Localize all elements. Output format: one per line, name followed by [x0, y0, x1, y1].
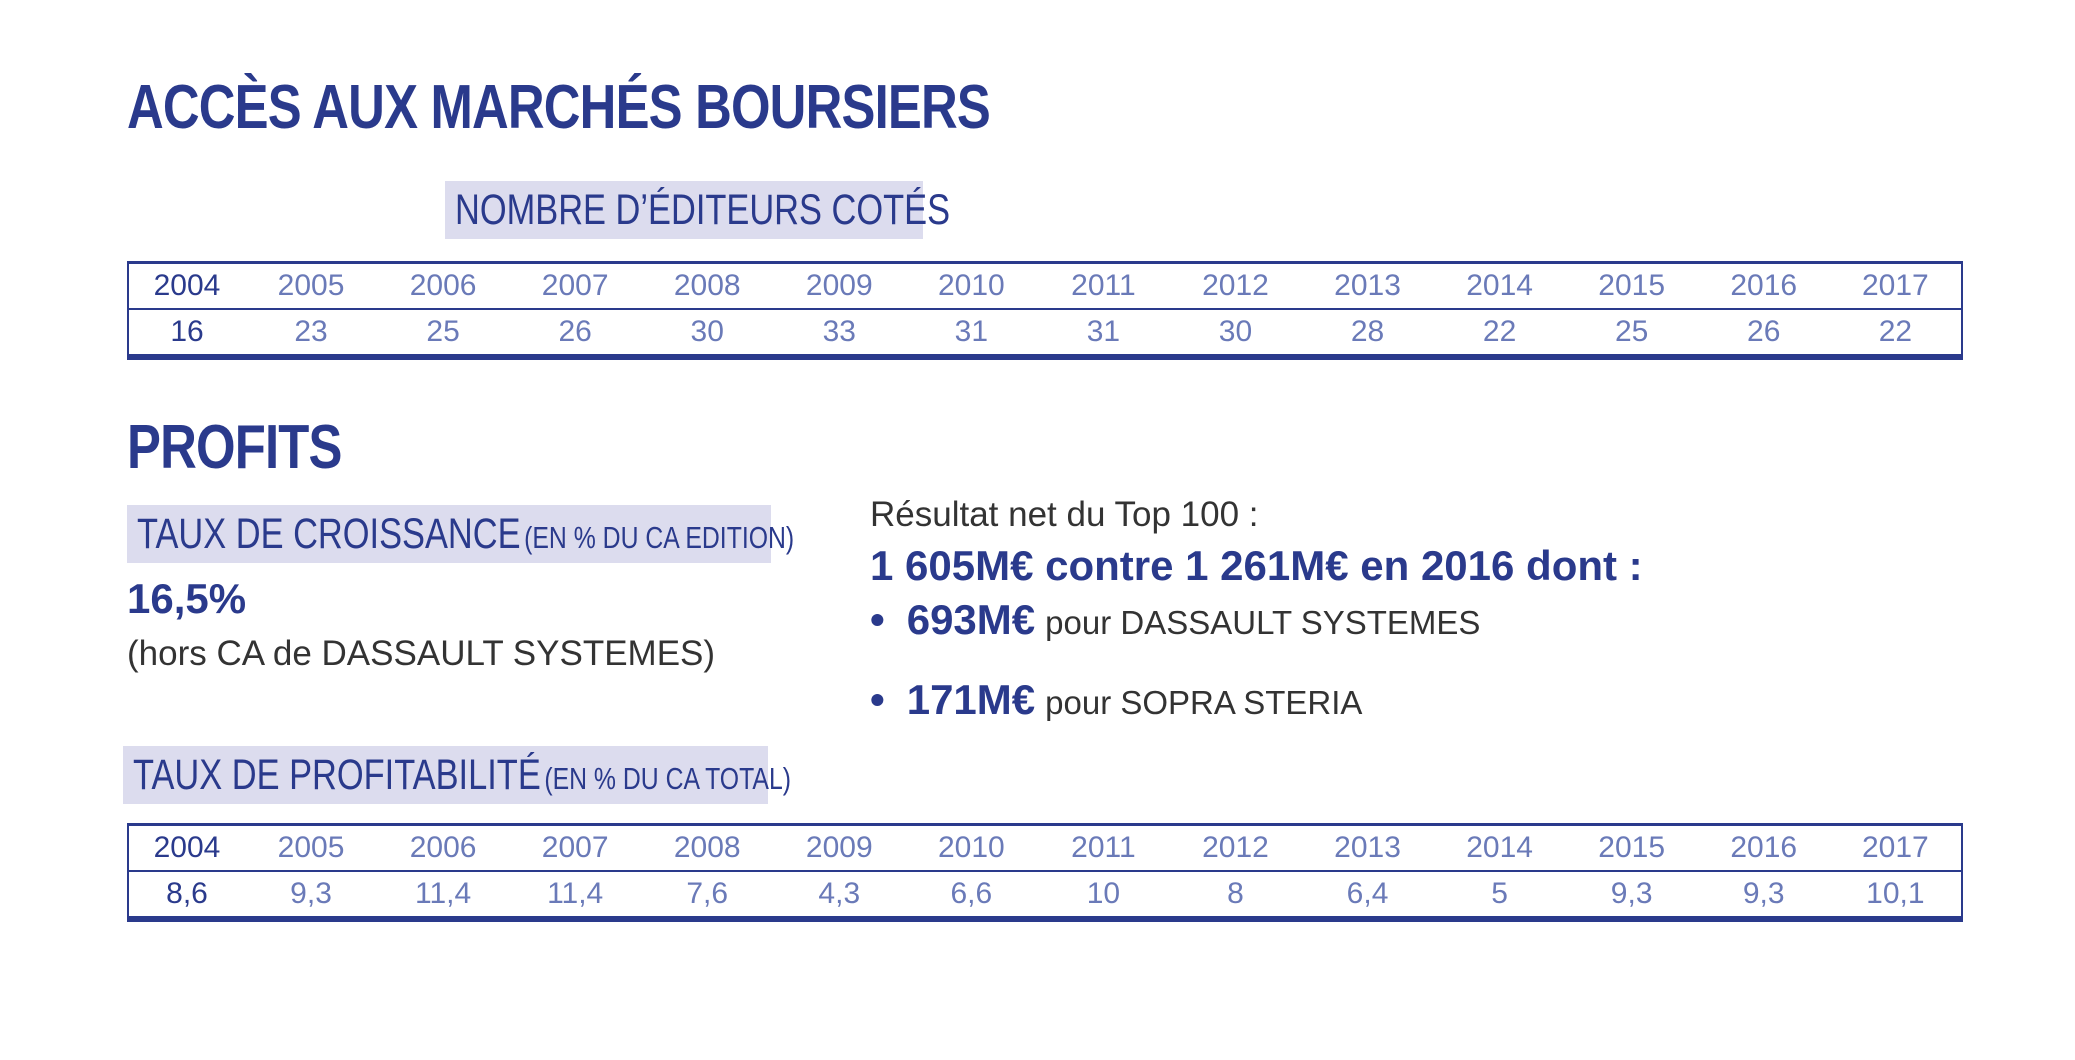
net-result-main: 1 605M€ contre 1 261M€ en 2016 dont : [870, 542, 1643, 589]
profits-title: PROFITS [127, 413, 342, 482]
year-cell: 2011 [1037, 263, 1169, 310]
year-cell: 2004 [128, 263, 245, 310]
value-cell: 23 [294, 315, 328, 348]
listed-publishers-label-text: NOMBRE D’ÉDITEURS COTÉS [455, 186, 951, 234]
listed-publishers-table [127, 261, 1963, 360]
value-cell: 8,6 [166, 877, 208, 910]
year-cell: 2006 [377, 263, 509, 310]
value-cell: 8 [1227, 877, 1244, 910]
value-cell: 28 [1350, 315, 1385, 348]
year-cell: 2015 [1566, 825, 1698, 872]
value-cell: 25 [426, 315, 460, 348]
net-result-bullet [870, 676, 1362, 724]
value-cell: 6,6 [950, 877, 993, 910]
growth-rate-value: 16,5% [127, 575, 247, 622]
year-cell: 2008 [641, 825, 773, 872]
listed-publishers-label [445, 181, 951, 239]
year-cell: 2010 [905, 263, 1037, 310]
profitability-years-row [128, 825, 1962, 872]
value-cell: 7,6 [686, 877, 729, 910]
listed-publishers-years-row [128, 263, 1962, 310]
value-cell: 4,3 [818, 877, 861, 910]
bullet-company: pour DASSAULT SYSTEMES [1045, 604, 1481, 641]
profitability-rate-label-text: TAUX DE PROFITABILITÉ [133, 751, 541, 799]
year-cell: 2014 [1434, 263, 1566, 310]
value-cell: 9,3 [290, 877, 332, 910]
year-cell: 2007 [509, 263, 641, 310]
value-cell: 5 [1491, 877, 1508, 910]
value-cell: 33 [822, 315, 856, 348]
bullet-amount: 171M€ [906, 676, 1036, 723]
net-result-bullet [870, 596, 1480, 644]
year-cell: 2006 [377, 825, 509, 872]
value-cell: 11,4 [547, 877, 604, 910]
value-cell: 9,3 [1742, 877, 1785, 910]
year-cell: 2016 [1698, 263, 1830, 310]
value-cell: 16 [170, 315, 204, 348]
profitability-rate-label [123, 746, 791, 804]
year-cell: 2017 [1830, 263, 1962, 310]
year-cell: 2005 [245, 825, 377, 872]
growth-rate-label-unit: (EN % DU CA EDITION) [524, 520, 795, 555]
value-cell: 26 [1747, 315, 1781, 348]
year-cell: 2017 [1830, 825, 1962, 872]
year-cell: 2008 [641, 263, 773, 310]
bullet-dot: • [870, 596, 885, 643]
year-cell: 2005 [245, 263, 377, 310]
value-cell: 6,4 [1346, 877, 1389, 910]
value-cell: 26 [558, 315, 592, 348]
bullet-company: pour SOPRA STERIA [1045, 684, 1363, 721]
year-cell: 2012 [1169, 825, 1301, 872]
value-cell: 11,4 [415, 877, 472, 910]
market-access-title: ACCÈS AUX MARCHÉS BOURSIERS [127, 73, 990, 142]
value-cell: 22 [1878, 315, 1913, 348]
value-cell: 10 [1086, 877, 1121, 910]
year-cell: 2015 [1566, 263, 1698, 310]
value-cell: 31 [954, 315, 989, 348]
year-cell: 2007 [509, 825, 641, 872]
net-result-intro: Résultat net du Top 100 : [870, 495, 1259, 534]
growth-rate-label [127, 505, 795, 563]
year-cell: 2013 [1302, 825, 1434, 872]
bullet-amount: 693M€ [906, 596, 1036, 643]
year-cell: 2010 [905, 825, 1037, 872]
year-cell: 2012 [1169, 263, 1301, 310]
year-cell: 2009 [773, 825, 905, 872]
year-cell: 2004 [128, 825, 245, 872]
year-cell: 2016 [1698, 825, 1830, 872]
growth-rate-label-text: TAUX DE CROISSANCE [137, 510, 521, 558]
year-cell: 2014 [1434, 825, 1566, 872]
value-cell: 25 [1614, 315, 1649, 348]
listed-publishers-values-row [128, 309, 1962, 357]
year-cell: 2013 [1302, 263, 1434, 310]
value-cell: 31 [1086, 315, 1121, 348]
profitability-values-row [128, 871, 1962, 919]
value-cell: 10,1 [1866, 877, 1925, 910]
year-cell: 2011 [1037, 825, 1169, 872]
value-cell: 30 [690, 315, 724, 348]
value-cell: 30 [1218, 315, 1253, 348]
value-cell: 22 [1482, 315, 1517, 348]
profitability-table [127, 823, 1963, 922]
bullet-dot: • [870, 676, 885, 723]
profitability-rate-label-unit: (EN % DU CA TOTAL) [544, 761, 791, 796]
year-cell: 2009 [773, 263, 905, 310]
growth-rate-note: (hors CA de DASSAULT SYSTEMES) [127, 634, 716, 673]
value-cell: 9,3 [1610, 877, 1653, 910]
